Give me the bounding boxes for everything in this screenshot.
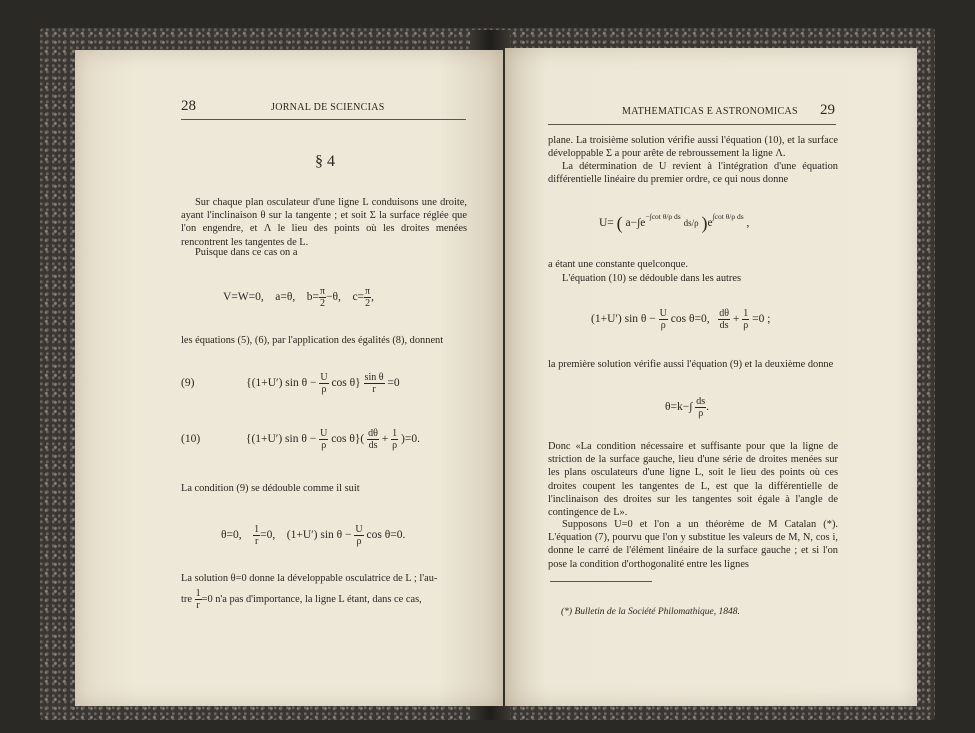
eq9-part3: =0 xyxy=(387,377,400,390)
eq11-frac2: $\frac{U}{\rho}$ xyxy=(355,524,363,547)
eq9-frac2: $\frac{\text{sin θ}}{r}$ xyxy=(364,372,384,395)
left-paragraph-1: Sur chaque plan osculateur d'une ligne L conduisons une droite, ayant l'inclinaison θ sur la tangente ; et soit Σ la surface réglée que l'on engendre, et Λ le lieu des points où les droites menées rencontrent les tangentes de L. xyxy=(181,197,467,248)
equation-split-9 xyxy=(221,524,405,547)
equ-e: e xyxy=(707,217,713,229)
right-paragraph-5: la première solution vérifie aussi l'équation (9) et la deuxième donne xyxy=(548,359,834,370)
eq11-part2: =0, xyxy=(260,529,276,542)
eqs-frac2: $\frac{d\theta}{ds}$ xyxy=(719,308,729,331)
equation-angles xyxy=(223,286,374,309)
equation-u xyxy=(599,212,749,234)
right-paragraph-6: Donc «La condition nécessaire et suffisante pour que la ligne de striction de la surface gauche, lieu d'une série de droites menées sur les plans osculateurs d'une ligne L, soit le lieu des points où ces droites coupent les tangentes de L, est que la différentielle de l'inclinaison des droites sur les tangentes soit égale à l'angle de contingence de L». xyxy=(548,441,838,519)
eqs-frac1: $\frac{U}{\rho}$ xyxy=(659,308,667,331)
right-paragraph-2: La détermination de U revient à l'intégration d'une équation différentielle linéaire du premier ordre, ce qui nous donne xyxy=(548,161,838,186)
equation-10 xyxy=(181,428,420,451)
left-running-head: JORNAL DE SCIENCIAS xyxy=(271,102,385,113)
eq1-c-suffix: , xyxy=(371,291,374,304)
equation-9 xyxy=(181,372,400,395)
eq9-frac1: $\frac{U}{\rho}$ xyxy=(320,372,328,395)
right-running-head: MATHEMATICAS E ASTRONOMICAS xyxy=(622,106,798,117)
footnote: (*) Bulletin de la Société Philomathique, 1848. xyxy=(561,607,740,617)
right-header-rule xyxy=(548,124,836,125)
right-paragraph-7: Supposons U=0 et l'on a un théorème de M Catalan (*). L'équation (7), pourvu que l'on y substitue les valeurs de M, N, cos i, donne le carré de l'élément linéaire de la surface gauche ; et si l'on pose la condition d'orthogonalité entre les lignes xyxy=(548,519,838,570)
eq10-frac1: $\frac{U}{\rho}$ xyxy=(320,428,328,451)
eq1-b-frac: $\frac{\pi}{2}$ xyxy=(320,286,326,309)
equ-close: ) xyxy=(701,212,708,233)
eq10-frac2: $\frac{d\theta}{ds}$ xyxy=(368,428,378,451)
eq1-left: V=W=0, xyxy=(223,291,264,304)
eqs-part3: =0 ; xyxy=(752,313,771,326)
equ-suffix: , xyxy=(746,217,750,229)
eqt-frac: $\frac{ds}{\rho}$ xyxy=(696,396,706,419)
eq11-frac1: $\frac{1}{r}$ xyxy=(254,524,260,547)
left-paragraph-5-line-2 xyxy=(181,588,471,611)
footnote-rule xyxy=(550,581,652,582)
eq9-part2: cos θ} xyxy=(331,377,361,390)
equation-split-10 xyxy=(591,308,770,331)
eq9-label: (9) xyxy=(181,377,195,390)
equation-theta xyxy=(665,396,709,419)
eqt-suffix: . xyxy=(706,401,710,414)
eq11-part1: θ=0, xyxy=(221,529,242,542)
left-page-number: 28 xyxy=(181,98,196,114)
eq11-part4: cos θ=0. xyxy=(366,529,406,542)
eq9-part1: {(1+U′) sin θ − xyxy=(246,377,317,390)
eq10-plus: + xyxy=(381,433,389,446)
equ-open: ( xyxy=(616,212,623,233)
eq10-label: (10) xyxy=(181,433,201,446)
right-paragraph-4: L'équation (10) se dédouble dans les autres xyxy=(562,273,742,284)
eq1-b-prefix: b= xyxy=(306,291,319,304)
eq1-c-prefix: c= xyxy=(352,291,365,304)
equ-exp1: −∫cot θ/ρ ds xyxy=(645,212,681,221)
eqs-part1: (1+U′) sin θ − xyxy=(591,313,656,326)
right-paragraph-3: a étant une constante quelconque. xyxy=(548,259,688,270)
equ-exp2: ∫cot θ/ρ ds xyxy=(712,212,744,221)
eqs-plus: + xyxy=(732,313,740,326)
eqs-frac3: $\frac{1}{\rho}$ xyxy=(743,308,749,331)
eq11-part3: (1+U′) sin θ − xyxy=(286,529,352,542)
eqt-left: θ=k−∫ xyxy=(665,401,693,414)
right-page xyxy=(505,48,917,706)
section-title: § 4 xyxy=(315,153,335,170)
left-p5-a: tre xyxy=(181,593,192,605)
left-paragraph-5-line-1: La solution θ=0 donne la développable osculatrice de L ; l'au- xyxy=(181,573,438,584)
eq10-part2: cos θ}( xyxy=(331,433,365,446)
eq10-part3: )=0. xyxy=(401,433,420,446)
eq10-part1: {(1+U′) sin θ − xyxy=(245,433,317,446)
eq10-frac3: $\frac{1}{\rho}$ xyxy=(392,428,398,451)
eq1-c-frac: $\frac{\pi}{2}$ xyxy=(365,286,371,309)
left-p5-frac: $\frac{1}{r}$ xyxy=(195,588,201,611)
eqs-part2: cos θ=0, xyxy=(670,313,710,326)
right-paragraph-1: plane. La troisième solution vérifie aussi l'équation (10), et la surface développable Σ a pour arête de rebroussement la ligne Λ. xyxy=(548,135,838,160)
left-p5-b: =0 n'a pas d'importance, la ligne L étant, dans ce cas, xyxy=(201,593,422,605)
left-page xyxy=(75,50,503,706)
equ-left: U= xyxy=(599,217,614,229)
eq1-a: a=θ, xyxy=(275,291,296,304)
left-header-rule xyxy=(181,119,466,120)
eq1-b-suffix: −θ, xyxy=(326,291,341,304)
right-page-number: 29 xyxy=(820,102,835,118)
left-paragraph-4: La condition (9) se dédouble comme il suit xyxy=(181,483,360,494)
equ-ds-rho: ds/ρ xyxy=(683,218,699,228)
left-paragraph-2: Puisque dans ce cas on a xyxy=(195,247,298,258)
left-paragraph-3: les équations (5), (6), par l'application des égalités (8), donnent xyxy=(181,335,444,346)
equ-a: a−∫e xyxy=(625,217,646,229)
